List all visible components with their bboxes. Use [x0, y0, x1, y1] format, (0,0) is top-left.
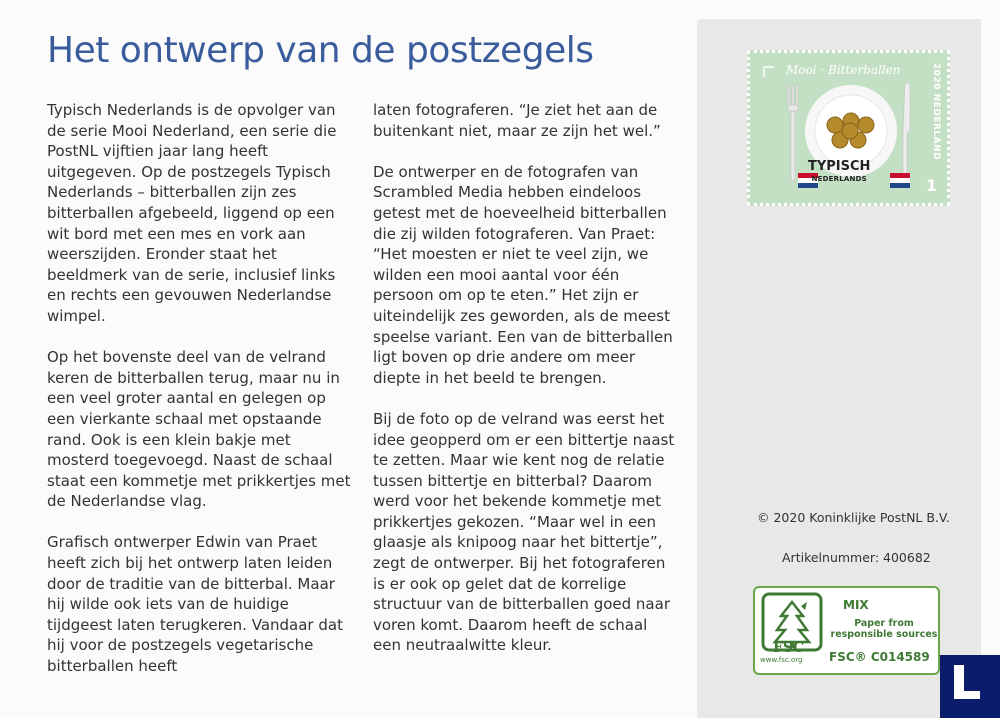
text-column-right [373, 100, 678, 677]
stamp-side-text: 2020 NEDERLAND [931, 63, 941, 161]
fsc-description: Paper from responsible sources [830, 618, 938, 640]
article-number: Artikelnummer: 400682 [782, 550, 931, 565]
flag-right-icon [890, 173, 910, 188]
postnl-logo-icon [940, 655, 1000, 718]
paragraph: Grafisch ontwerper Edwin van Praet heeft zich bij het ontwerp laten leiden door de traditie van de bitterbal. Maar hij wilde ook iets van de huidige tijdgeest laten terugkeren. Vandaar dat hij voor de postzegels vegetarische bitterballen heeft [47, 533, 343, 676]
stamp-brand-sub: NEDERLANDS [811, 175, 867, 183]
stamp-brand-main: TYPISCH [808, 159, 871, 174]
stamp-brand [808, 161, 870, 185]
paragraph: laten fotograferen. “Je ziet het aan de buitenkant niet, maar ze zijn het wel.” [373, 101, 661, 140]
paragraph: Op het bovenste deel van de velrand keren de bitterballen terug, maar nu in een veel groter aantal en gelegen op een vierkante schaal met opstaande rand. Ook is een klein bakje met mosterd toegevoegd. Naast de schaal staat een kommetje met prikkertjes met de Nederlandse vlag. [47, 348, 351, 511]
paragraph: Typisch Nederlands is de opvolger van de serie Mooi Nederland, een serie die PostNL vijftien jaar lang heeft uitgegeven. Op de postzegels Typisch Nederlands – bitterballen zijn zes bitterballen afgebeeld, liggend op een wit bord met een mes en vork aan weerszijden. Eronder staat het beeldmerk van de serie, inclusief links en rechts een gevouwen Nederlandse wimpel. [47, 101, 337, 325]
fsc-label [753, 586, 940, 675]
fsc-code: FSC® C014589 [829, 650, 930, 664]
stamp-value: 1 [925, 176, 937, 195]
text-column-left [47, 100, 352, 697]
fsc-url: www.fsc.org [760, 656, 803, 664]
paragraph: Bij de foto op de velrand was eerst het idee geopperd om er een bittertje naast te zetten. Maar wie kent nog de relatie tussen bittertje en bitterbal? Daarom werd voor het bekende kommetje met prikkertjes gekozen. “Maar wel in een glaasje als knipoog naar het bittertje”, zegt de ontwerper. Bij het fotograferen is er ook op gelet dat de korrelige structuur van de bitterballen goed naar voren komt. Daarom heeft de schaal een neutraalwitte kleur. [373, 409, 675, 655]
page-title: Het ontwerp van de postzegels [47, 30, 594, 71]
paragraph: De ontwerper en de fotografen van Scrambled Media hebben eindeloos getest met de hoeveelheid bitterballen die zij wilden fotograferen. Van Praet: “Het moesten er niet te veel zijn, we wilden een mooi aantal voor één persoon om op te eten.” Het zijn er uiteindelijk zes geworden, als de meest speelse variant. Een van de bitterballen ligt boven op drie andere om meer diepte in het beeld te brengen. [373, 162, 673, 387]
stamp [747, 50, 950, 206]
copyright-text: © 2020 Koninklijke PostNL B.V. [757, 510, 950, 525]
fsc-mix: MIX [843, 598, 869, 612]
stamp-script-title: Mooi · Bitterballen [786, 63, 901, 77]
fsc-logo-text: FSC [773, 640, 805, 656]
